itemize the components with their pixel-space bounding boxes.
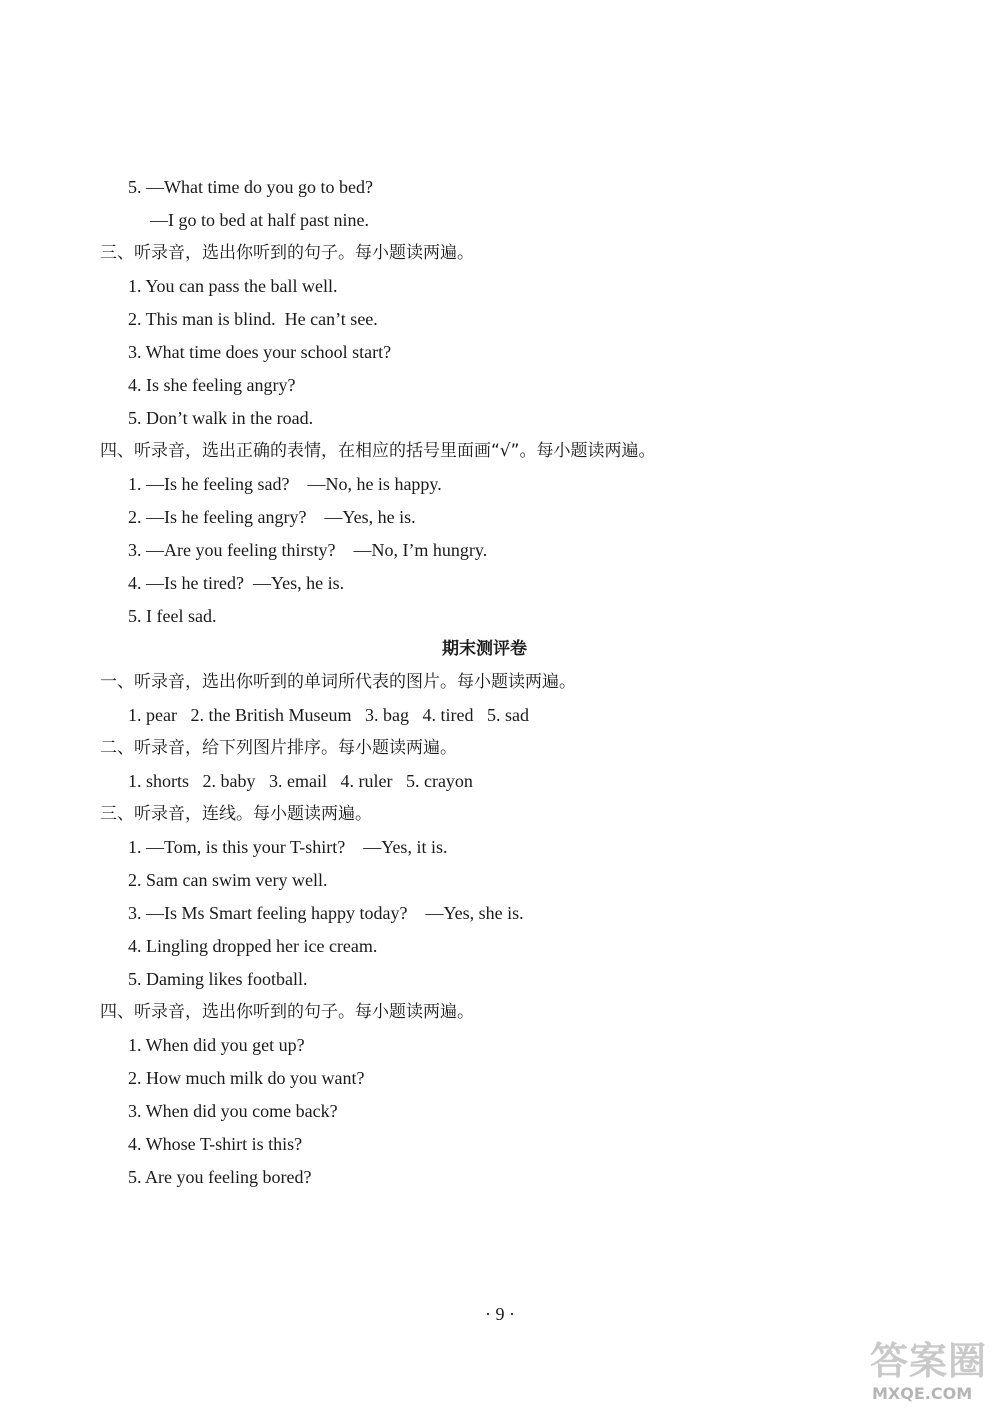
section-heading: 二、听录音，给下列图片排序。每小题读两遍。 (100, 738, 457, 758)
text-line: 1. pear 2. the British Museum 3. bag 4. tired 5. sad (128, 705, 529, 725)
text-line: 3. —Are you feeling thirsty? —No, I’m hungry. (128, 540, 488, 560)
text-line: 2. This man is blind. He can’t see. (128, 309, 378, 329)
text-line: 5. I feel sad. (128, 606, 217, 626)
section-title: 期末测评卷 (442, 639, 527, 659)
text-line: 4. —Is he tired? —Yes, he is. (128, 573, 345, 593)
section-heading: 三、听录音，连线。每小题读两遍。 (100, 804, 372, 824)
text-line: 4. Whose T-shirt is this? (128, 1134, 303, 1154)
watermark-chars: 答案圈 (870, 1339, 988, 1383)
section-heading: 四、听录音，选出正确的表情，在相应的括号里面画“√”。每小题读两遍。 (100, 441, 656, 461)
text-line: 1. shorts 2. baby 3. email 4. ruler 5. crayon (128, 771, 473, 791)
section-heading: 四、听录音，选出你听到的句子。每小题读两遍。 (100, 1002, 474, 1022)
text-line: 5. Don’t walk in the road. (128, 408, 314, 428)
text-line: 4. Is she feeling angry? (128, 375, 296, 395)
text-line: 1. You can pass the ball well. (128, 276, 338, 296)
text-line: —I go to bed at half past nine. (150, 210, 369, 230)
text-line: 5. Are you feeling bored? (128, 1167, 312, 1187)
text-line: 5. Daming likes football. (128, 969, 308, 989)
watermark-logo (870, 1330, 995, 1410)
watermark-site: MXQE.COM (872, 1384, 973, 1403)
text-line: 2. Sam can swim very well. (128, 870, 328, 890)
text-line: 5. —What time do you go to bed? (128, 177, 373, 197)
text-line: 2. How much milk do you want? (128, 1068, 365, 1088)
text-line: 1. When did you get up? (128, 1035, 305, 1055)
text-line: 4. Lingling dropped her ice cream. (128, 936, 378, 956)
page-number: · 9 · (485, 1304, 515, 1324)
text-line: 1. —Is he feeling sad? —No, he is happy. (128, 474, 442, 494)
text-line: 1. —Tom, is this your T-shirt? —Yes, it is. (128, 837, 448, 857)
text-line: 3. What time does your school start? (128, 342, 392, 362)
text-line: 3. When did you come back? (128, 1101, 338, 1121)
text-line: 3. —Is Ms Smart feeling happy today? —Yes, she is. (128, 903, 524, 923)
section-heading: 一、听录音，选出你听到的单词所代表的图片。每小题读两遍。 (100, 672, 576, 692)
text-line: 2. —Is he feeling angry? —Yes, he is. (128, 507, 416, 527)
section-heading: 三、听录音，选出你听到的句子。每小题读两遍。 (100, 243, 474, 263)
